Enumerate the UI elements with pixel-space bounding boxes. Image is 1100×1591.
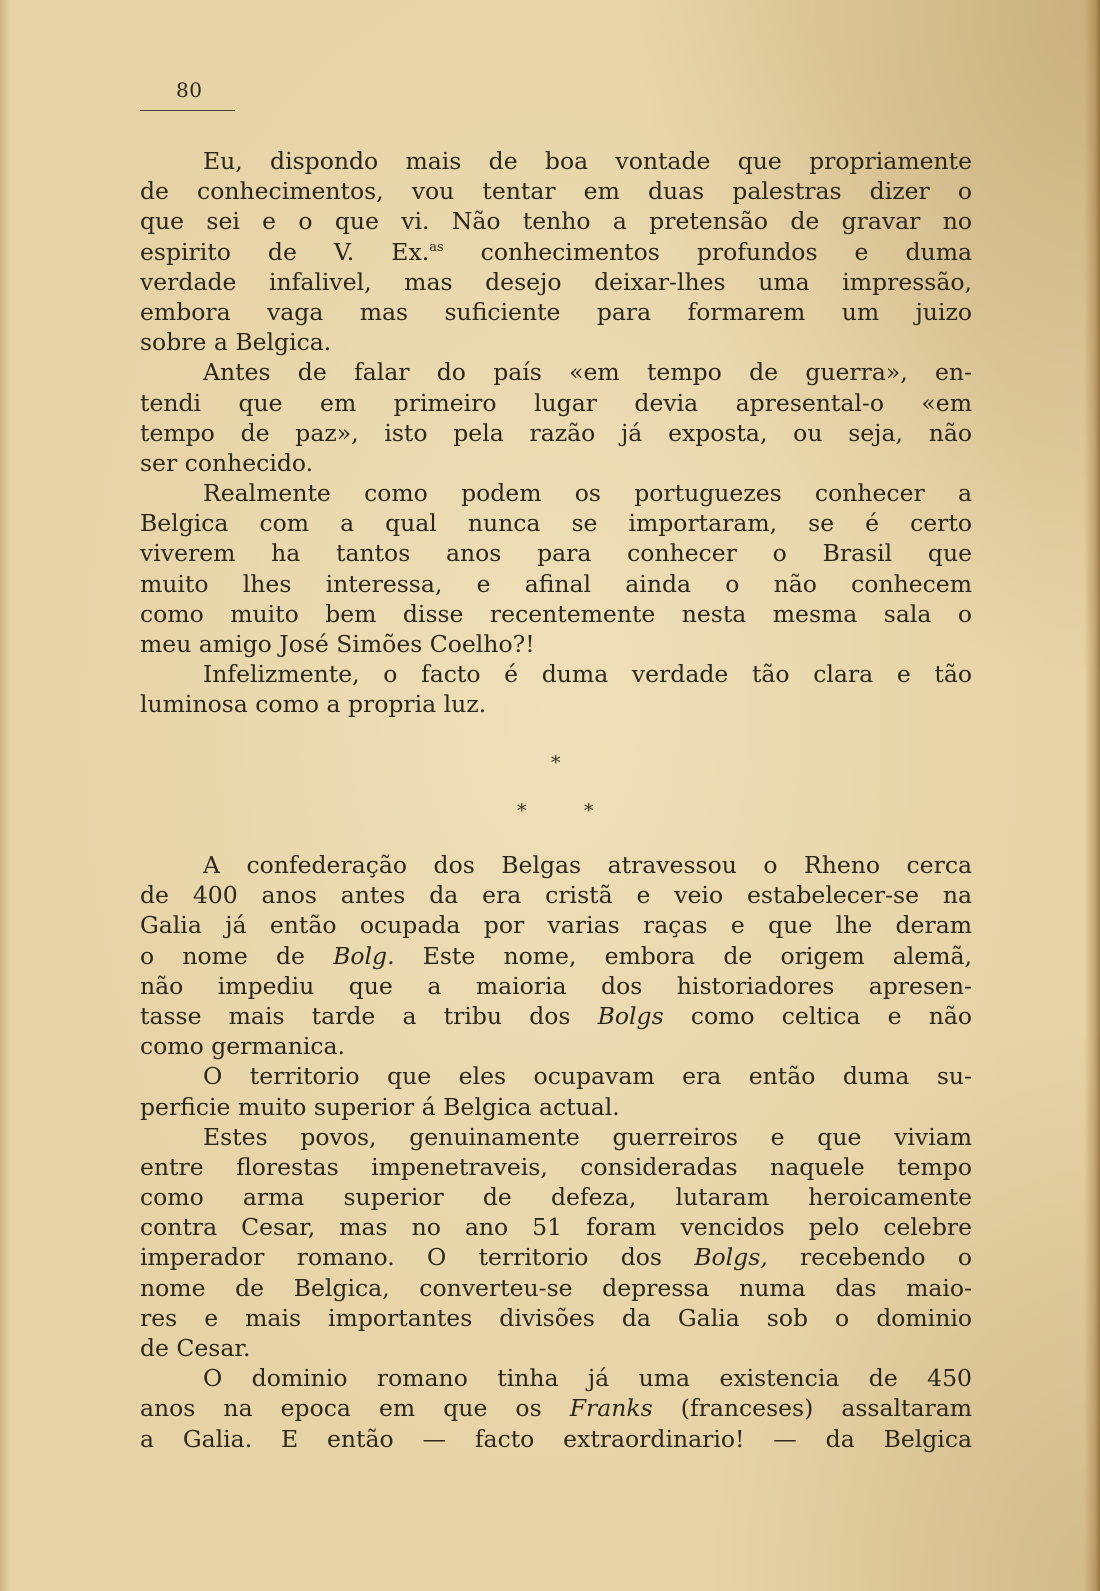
text-line — [140, 1393, 972, 1423]
text-line: viverem ha tantos anos para conhecer o Brasil que — [140, 539, 972, 568]
text-line: de Cesar. — [140, 1334, 251, 1362]
text-fragment: espirito de V. Ex. — [140, 237, 430, 266]
text-fragment: tasse mais tarde a tribu dos — [140, 1001, 598, 1030]
text-fragment: o nome de — [140, 941, 334, 970]
italic-term: Bolgs — [597, 1001, 664, 1030]
text-line: Eu, dispondo mais de boa vontade que propriamente — [203, 147, 972, 175]
text-fragment: conhecimentos profundos e duma — [443, 237, 972, 266]
italic-term: Bolgs, — [694, 1243, 768, 1272]
text-line: Realmente como podem os portuguezes conhecer a — [203, 479, 972, 508]
header-rule — [140, 110, 235, 111]
text-line: contra Cesar, mas no ano 51 foram vencidos pelo celebre — [140, 1213, 972, 1242]
text-fragment: (franceses) assaltaram — [652, 1394, 973, 1423]
body-text-continued — [140, 850, 972, 1454]
page-number: 80 — [176, 78, 203, 102]
text-line: Infelizmente, o facto é duma verdade tão clara e tão — [203, 660, 972, 689]
page-edge-shadow-right — [1084, 0, 1100, 1591]
superscript: as — [429, 239, 444, 255]
text-fragment: Este nome, embora de origem alemã, — [394, 941, 972, 970]
text-line: luminosa como a propria luz. — [140, 690, 487, 719]
italic-term: Bolg. — [333, 941, 395, 970]
body-text — [140, 146, 972, 720]
text-line: A confederação dos Belgas atravessou o Rheno cerca — [203, 851, 972, 879]
text-line — [140, 237, 972, 267]
text-line: como germanica. — [140, 1032, 345, 1061]
text-line: O dominio romano tinha já uma existencia de 450 — [203, 1364, 972, 1393]
text-fragment: imperador romano. O territorio dos — [140, 1243, 695, 1272]
text-line: entre florestas impenetraveis, consideradas naquele tempo — [140, 1152, 972, 1181]
section-separator-asterisk: * — [517, 800, 527, 822]
text-fragment: como celtica e não — [663, 1001, 972, 1030]
section-separator-asterisk: * — [551, 752, 561, 774]
text-line: não impediu que a maioria dos historiadores apresen- — [140, 971, 972, 1000]
text-line: de 400 anos antes da era cristã e veio estabelecer-se na — [140, 881, 972, 910]
text-line: embora vaga mas suficiente para formarem um juizo — [140, 297, 972, 326]
text-line: O territorio que eles ocupavam era então duma su- — [203, 1062, 972, 1091]
text-line: sobre a Belgica. — [140, 328, 332, 357]
text-line: res e mais importantes divisões da Galia sob o dominio — [140, 1303, 972, 1332]
text-line — [140, 941, 972, 971]
text-line: Galia já então ocupada por varias raças e que lhe deram — [140, 911, 972, 940]
text-line: que sei e o que vi. Não tenho a pretensão de gravar no — [140, 207, 972, 236]
text-line: tempo de paz», isto pela razão já exposta, ou seja, não — [140, 418, 972, 447]
text-line: ser conhecido. — [140, 448, 314, 477]
text-line — [140, 1242, 972, 1272]
text-line: como arma superior de defeza, lutaram heroicamente — [140, 1183, 972, 1212]
text-line: perficie muito superior á Belgica actual. — [140, 1092, 620, 1121]
section-separator-asterisk: * — [584, 800, 594, 822]
text-line: de conhecimentos, vou tentar em duas palestras dizer o — [140, 177, 972, 206]
text-line — [140, 1001, 972, 1031]
text-line: Estes povos, genuinamente guerreiros e que viviam — [203, 1122, 972, 1151]
page-edge-shadow-left — [0, 0, 10, 1591]
text-line: muito lhes interessa, e afinal ainda o não conhecem — [140, 569, 972, 598]
text-line: nome de Belgica, converteu-se depressa numa das maio- — [140, 1273, 972, 1302]
text-line: Antes de falar do país «em tempo de guerra», en- — [203, 358, 972, 387]
text-line: tendi que em primeiro lugar devia apresental-o «em — [140, 388, 972, 417]
text-line: verdade infalivel, mas desejo deixar-lhes uma impressão, — [140, 267, 972, 296]
text-line: Belgica com a qual nunca se importaram, se é certo — [140, 509, 972, 538]
text-fragment: recebendo o — [767, 1243, 972, 1272]
text-line: a Galia. E então — facto extraordinario! — da Belgica — [140, 1424, 972, 1453]
text-fragment: anos na epoca em que os — [140, 1394, 570, 1423]
text-line: meu amigo José Simões Coelho?! — [140, 630, 535, 658]
italic-term: Franks — [569, 1394, 653, 1423]
text-line: como muito bem disse recentemente nesta mesma sala o — [140, 599, 972, 628]
